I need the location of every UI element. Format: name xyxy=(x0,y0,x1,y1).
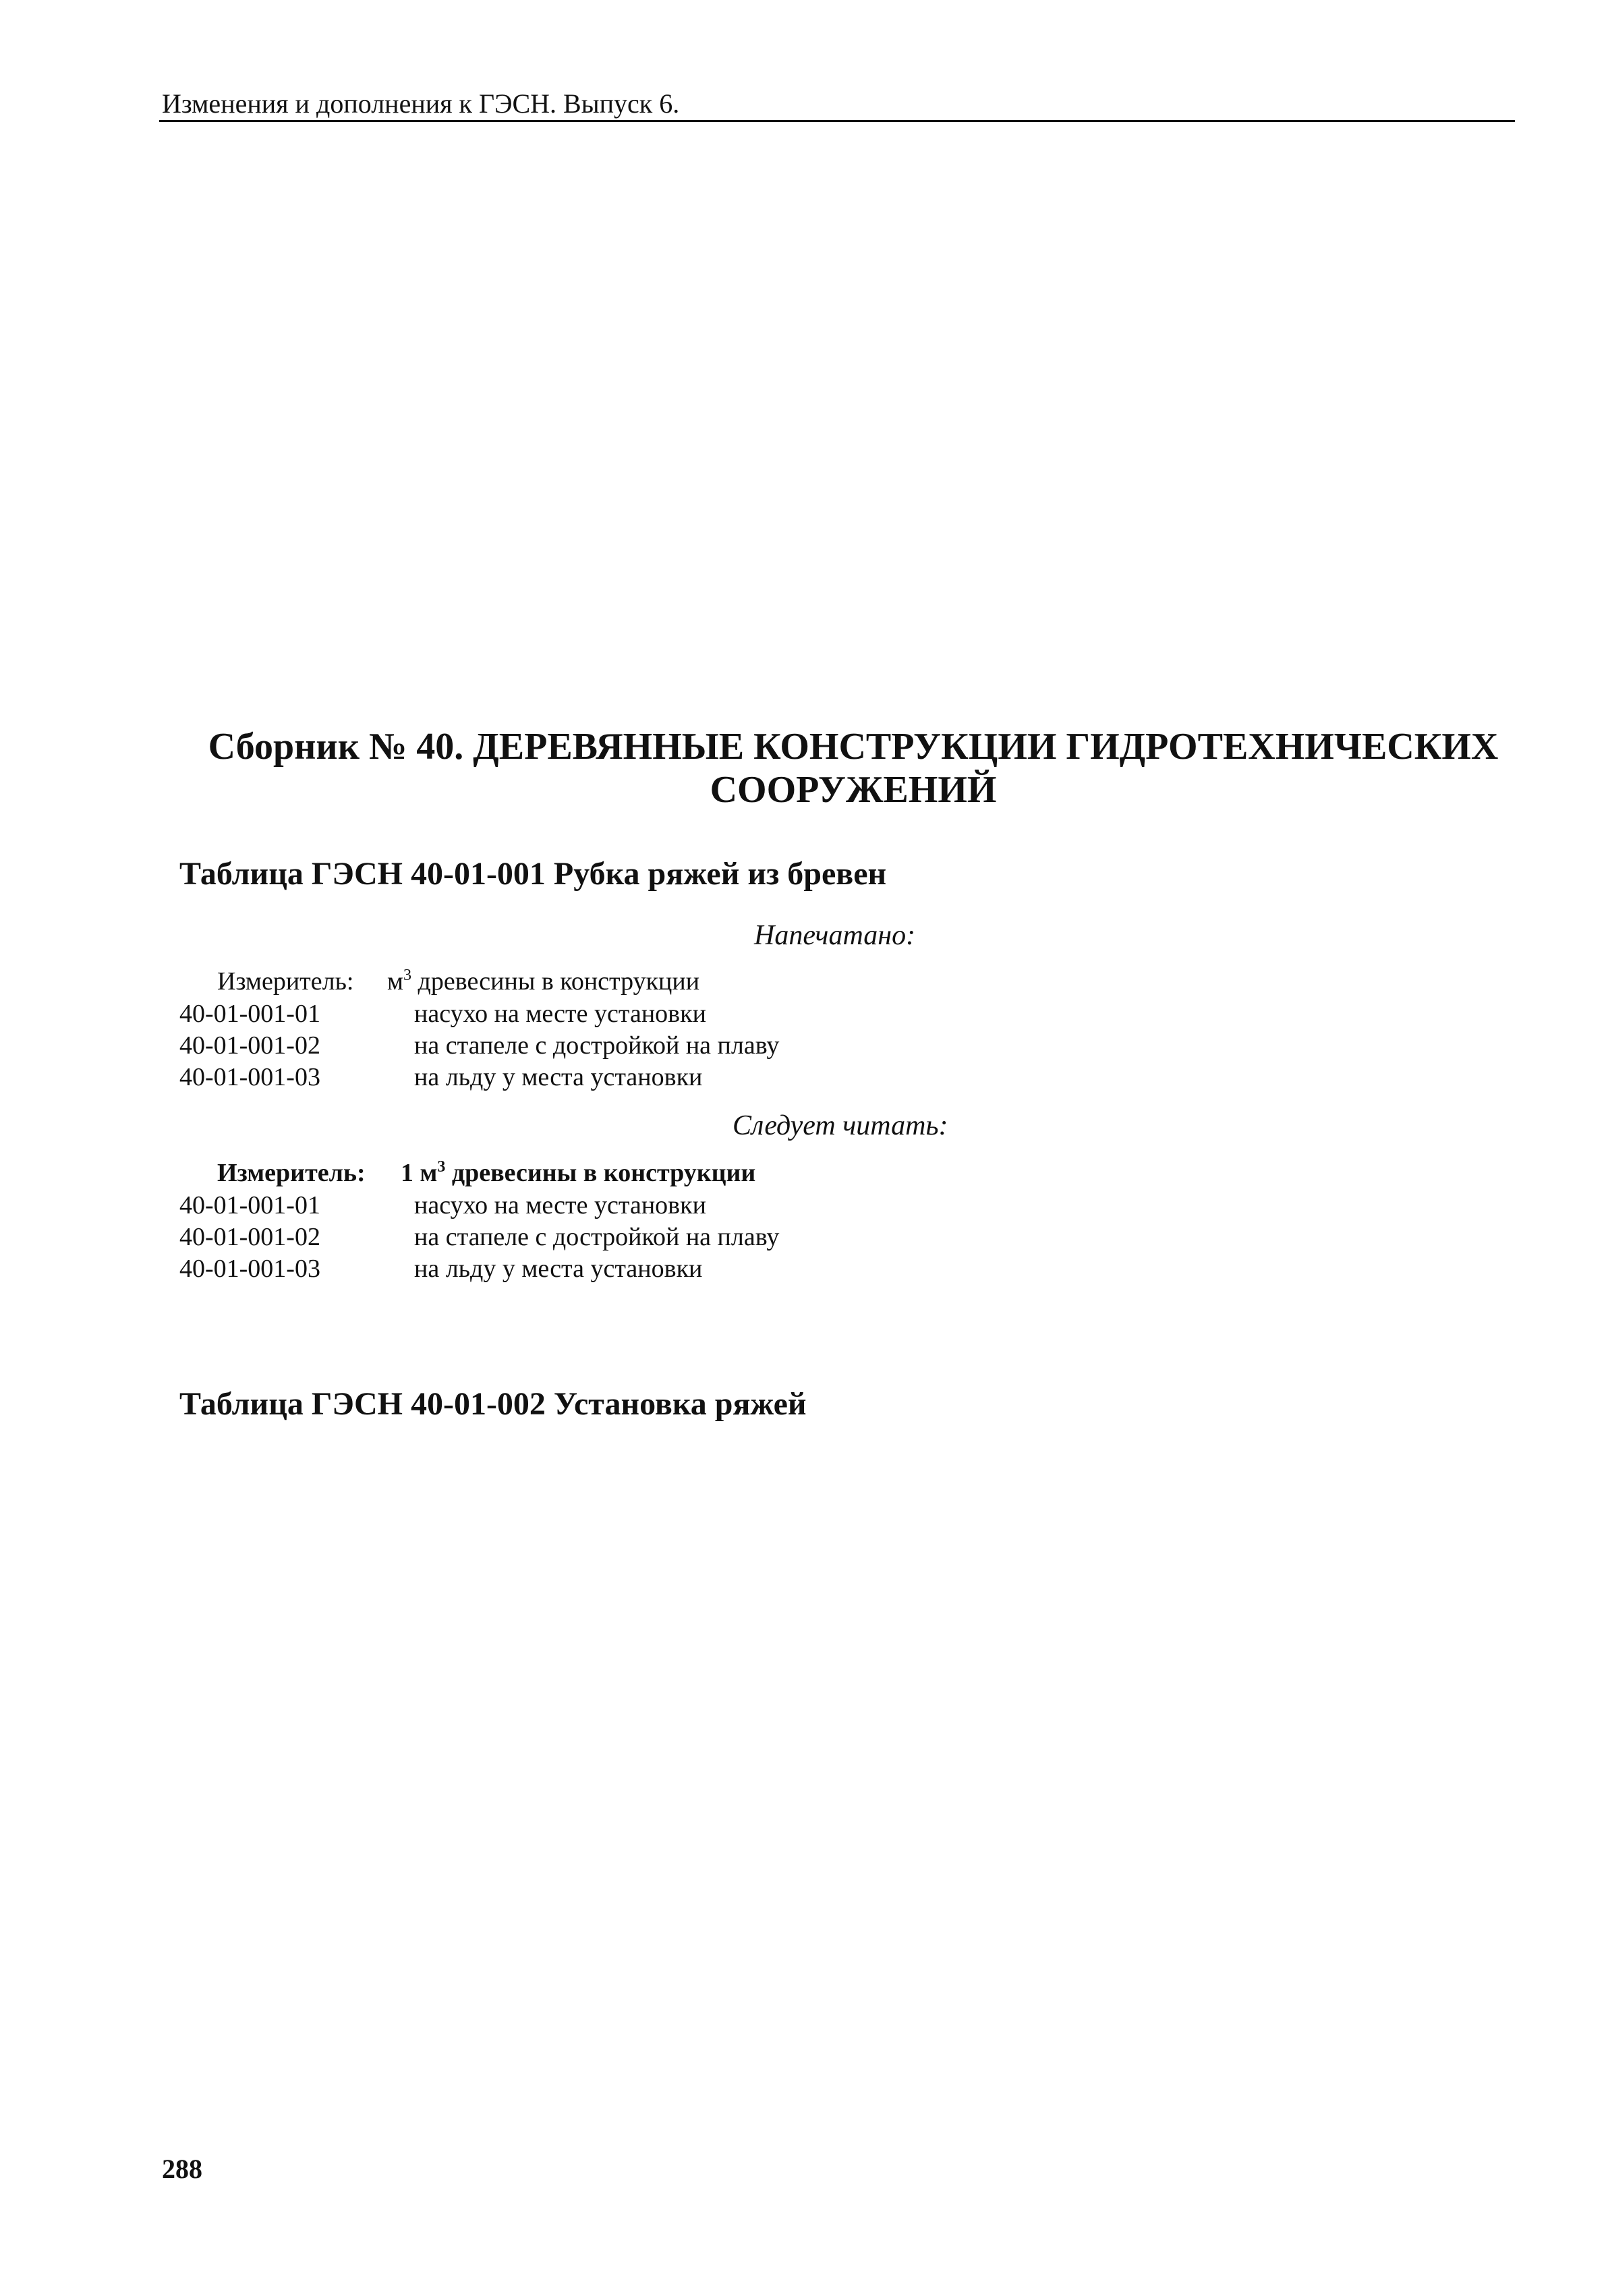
corrected-row-1-code: 40-01-001-01 xyxy=(179,1191,320,1219)
printed-measure-label: Измеритель: xyxy=(217,967,354,996)
printed-row-1-code: 40-01-001-01 xyxy=(179,1000,320,1028)
corrected-measure-unit-sup: 3 xyxy=(437,1158,446,1176)
corrected-row-3-text: на льду у места установки xyxy=(414,1255,703,1283)
printed-measure-value xyxy=(387,966,699,997)
corrected-row-2-text: на стапеле с достройкой на плаву xyxy=(414,1223,780,1251)
printed-row-2-text: на стапеле с достройкой на плаву xyxy=(414,1031,780,1060)
printed-measure-text: древесины в конструкции xyxy=(418,967,700,996)
corrected-row-1-text: насухо на месте установки xyxy=(414,1191,706,1219)
table-title-40-01-002: Таблица ГЭСН 40-01-002 Установка ряжей xyxy=(179,1386,807,1422)
corrected-measure-unit: 1 м xyxy=(401,1159,438,1187)
corrected-measure-label: Измеритель: xyxy=(217,1159,366,1187)
header-divider xyxy=(159,120,1515,122)
collection-title-line-2: СООРУЖЕНИЙ xyxy=(710,769,997,811)
page-number: 288 xyxy=(162,2154,202,2184)
printed-row-2-code: 40-01-001-02 xyxy=(179,1031,320,1060)
corrected-measure-value xyxy=(401,1157,755,1188)
printed-row-3-text: на льду у места установки xyxy=(414,1063,703,1091)
printed-row-1-text: насухо на месте установки xyxy=(414,1000,706,1028)
table-title-40-01-001: Таблица ГЭСН 40-01-001 Рубка ряжей из бревен xyxy=(179,856,887,892)
printed-note: Напечатано: xyxy=(754,920,916,951)
collection-title-line-1: Сборник № 40. ДЕРЕВЯННЫЕ КОНСТРУКЦИИ ГИДРОТЕХНИЧЕСКИХ xyxy=(208,726,1499,768)
printed-measure-unit: м xyxy=(387,967,404,996)
corrected-note: Следует читать: xyxy=(733,1110,948,1141)
corrected-row-3-code: 40-01-001-03 xyxy=(179,1255,320,1283)
corrected-row-2-code: 40-01-001-02 xyxy=(179,1223,320,1251)
printed-measure-unit-sup: 3 xyxy=(403,967,412,984)
printed-row-3-code: 40-01-001-03 xyxy=(179,1063,320,1091)
corrected-measure-text: древесины в конструкции xyxy=(451,1159,756,1187)
collection-title xyxy=(135,725,1572,811)
running-header: Изменения и дополнения к ГЭСН. Выпуск 6. xyxy=(162,88,680,119)
